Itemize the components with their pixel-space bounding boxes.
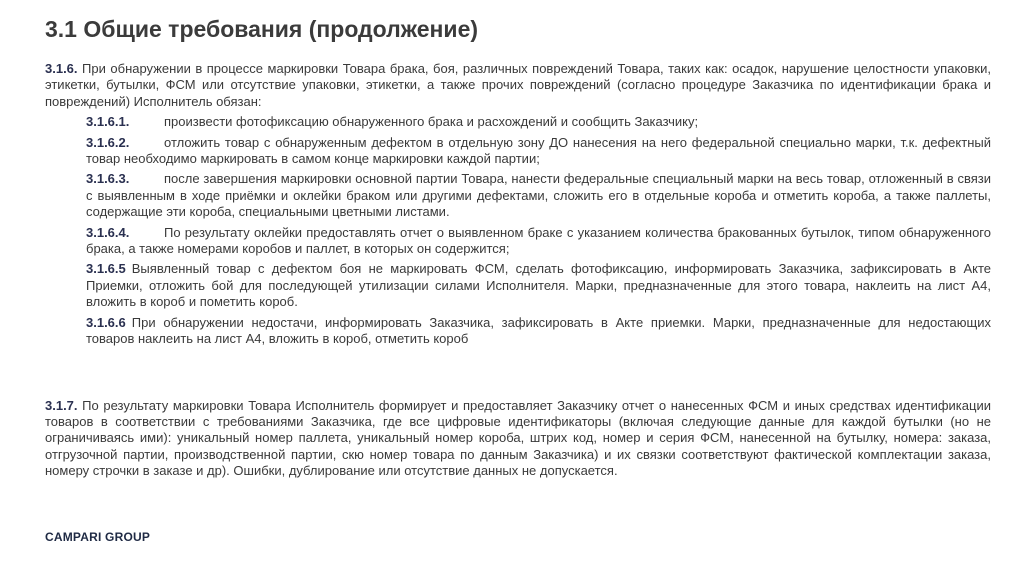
clause-text: По результату оклейки предоставлять отчет о выявленном браке с указанием количества бракованных бутылок, типом обнаруженного брака, а также номерами коробов и паллет, в которых он содержится;: [86, 224, 991, 257]
clause-text: после завершения маркировки основной партии Товара, нанести федеральные специальный марки на весь товар, отложенный в связи с выявленным в ходе приёмки и оклейки браком или другими дефектами, сложить его в отдельные короба и отметить короба, а также паллеты, содержащие эти короба, специальными цветными листами.: [86, 171, 991, 220]
clause-number: 3.1.7.: [45, 397, 78, 413]
clause-number: 3.1.6.6: [86, 314, 126, 330]
section-spacer: [45, 352, 991, 398]
clause-number: 3.1.6.: [45, 61, 78, 76]
clause-3-1-7: [45, 398, 991, 480]
clause-text: По результату маркировки Товара Исполнитель формирует и предоставляет Заказчику отчет о нанесенных ФСМ и иных средствах идентификации товаров в соответствии с требованиями Заказчика, где все цифровые идентификаторы (включая следующие данные для каждой бутылки (но не ограничиваясь ими): уникальный номер паллета, уникальный номер короба, штрих код, номер и серия ФСМ, нанесенной на бутылку, номера: заказа, отгрузочной партии, производственной партии, скю номер товара по данным Заказчика) и их связки соответствуют фактической комплектации заказа, номеру строчки в заказе и др). Ошибки, дублирование или отсутствие данных не допускается.: [45, 397, 991, 479]
content-body: [45, 61, 991, 484]
clause-number: 3.1.6.4.: [86, 224, 130, 240]
clause-text: При обнаружении в процессе маркировки Товара брака, боя, различных повреждений Товара, таких как: осадок, нарушение целостности упаковки, этикетки, бутылки, ФСМ или отсутствие упаковки, этикетки, а также прочих повреждений (согласно процедуре Заказчика по идентификации брака и повреждений) Исполнитель обязан:: [45, 61, 991, 109]
clause-number: 3.1.6.2.: [86, 134, 130, 150]
clause-3-1-6-2: [86, 135, 991, 168]
clause-3-1-6-4: [86, 225, 991, 258]
clause-3-1-6-5: [86, 261, 991, 310]
page-title: 3.1 Общие требования (продолжение): [45, 16, 479, 42]
clause-text: отложить товар с обнаруженным дефектом в отдельную зону ДО нанесения на него федеральной специально марки, т.к. дефектный товар необходимо маркировать в самом конце маркировки каждой партии;: [86, 134, 991, 167]
campari-group-logo: CAMPARI GROUP: [45, 530, 151, 544]
clause-text: При обнаружении недостачи, информировать Заказчика, зафиксировать в Акте приемки. Марки, предназначенные для недостающих товаров наклеить на лист А4, вложить в короб, отметить короб: [86, 314, 991, 347]
clause-3-1-6-6: [86, 315, 991, 348]
clause-number: 3.1.6.1.: [86, 114, 130, 130]
clause-number: 3.1.6.5: [86, 261, 126, 277]
clause-3-1-6-1: [86, 114, 991, 130]
clause-text: Выявленный товар с дефектом боя не маркировать ФСМ, сделать фотофиксацию, информировать Заказчика, зафиксировать в Акте Приемки, отложить бой для последующей утилизации силами Исполнителя. Марки, предназначенные для этого товара, наклеить на лист А4, вложить в короб и пометить короб.: [86, 261, 991, 310]
clause-3-1-6: [45, 61, 991, 110]
clause-text: произвести фотофиксацию обнаруженного брака и расхождений и сообщить Заказчику;: [164, 114, 699, 130]
clause-3-1-6-3: [86, 171, 991, 220]
clause-number: 3.1.6.3.: [86, 171, 130, 187]
